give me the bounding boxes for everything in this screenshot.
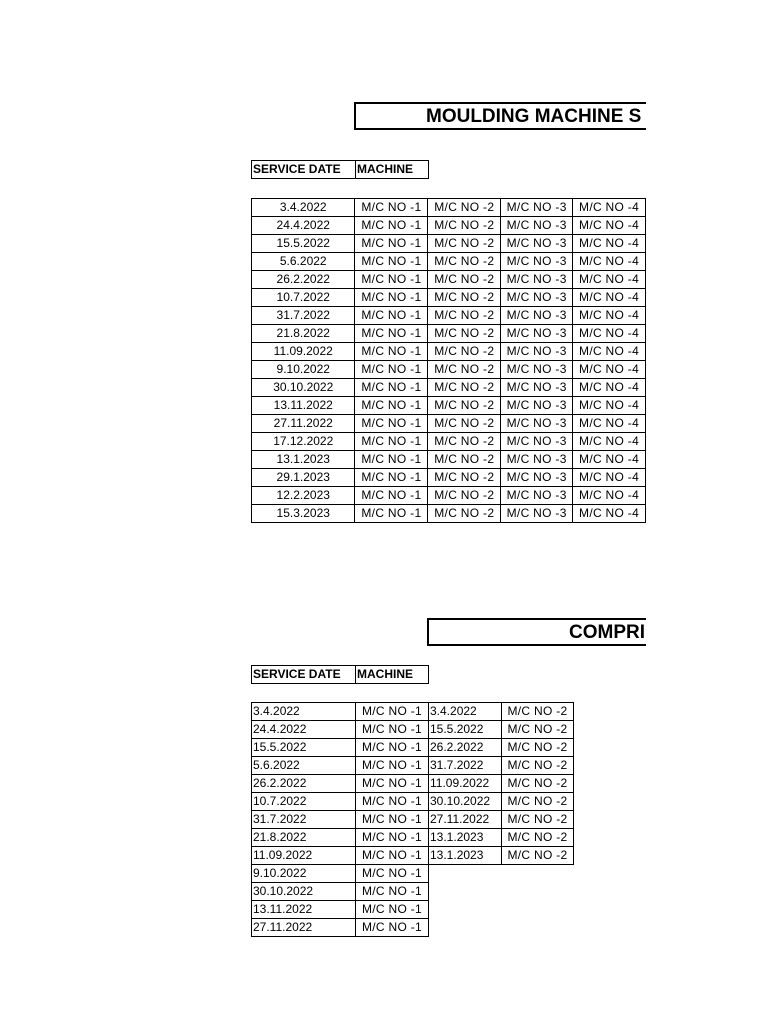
table-row — [252, 487, 646, 505]
service-date-cell: 13.1.2023 — [252, 451, 355, 469]
service-date-cell: 11.09.2022 — [429, 775, 502, 793]
table-row — [429, 775, 574, 793]
table-row — [252, 451, 646, 469]
service-date-cell: 13.11.2022 — [252, 901, 356, 919]
machine-2-cell: M/C NO -2 — [428, 433, 501, 451]
machine-3-cell: M/C NO -3 — [501, 379, 573, 397]
machine-2-cell: M/C NO -2 — [428, 487, 501, 505]
table-row — [429, 721, 574, 739]
machine-4-cell: M/C NO -4 — [573, 379, 646, 397]
machine-4-cell: M/C NO -4 — [573, 271, 646, 289]
machine-3-cell: M/C NO -3 — [501, 397, 573, 415]
machine-3-cell: M/C NO -3 — [501, 505, 573, 523]
table-row — [429, 757, 574, 775]
table-row — [429, 739, 574, 757]
section2-header-table — [251, 665, 429, 684]
section2-right-table — [428, 702, 574, 865]
machine-2-cell: M/C NO -2 — [428, 325, 501, 343]
machine-cell: M/C NO -1 — [356, 919, 429, 937]
machine-2-cell: M/C NO -2 — [428, 289, 501, 307]
service-date-cell: 3.4.2022 — [252, 703, 356, 721]
machine-3-cell: M/C NO -3 — [501, 451, 573, 469]
machine-1-cell: M/C NO -1 — [355, 379, 428, 397]
machine-4-cell: M/C NO -4 — [573, 307, 646, 325]
machine-1-cell: M/C NO -1 — [355, 199, 428, 217]
service-date-header: SERVICE DATE — [252, 666, 356, 684]
service-date-cell: 24.4.2022 — [252, 217, 355, 235]
service-date-cell: 13.11.2022 — [252, 397, 355, 415]
machine-4-cell: M/C NO -4 — [573, 505, 646, 523]
machine-4-cell: M/C NO -4 — [573, 487, 646, 505]
machine-3-cell: M/C NO -3 — [501, 289, 573, 307]
service-date-cell: 3.4.2022 — [252, 199, 355, 217]
service-date-cell: 13.1.2023 — [429, 829, 502, 847]
section1-header-row — [252, 161, 429, 179]
table-row — [252, 199, 646, 217]
table-row — [429, 703, 574, 721]
machine-2-cell: M/C NO -2 — [428, 379, 501, 397]
machine-1-cell: M/C NO -1 — [355, 307, 428, 325]
section2-header-row — [252, 666, 429, 684]
machine-3-cell: M/C NO -3 — [501, 199, 573, 217]
service-date-cell: 13.1.2023 — [429, 847, 502, 865]
machine-4-cell: M/C NO -4 — [573, 397, 646, 415]
machine-3-cell: M/C NO -3 — [501, 217, 573, 235]
service-date-cell: 10.7.2022 — [252, 793, 356, 811]
machine-cell: M/C NO -2 — [502, 775, 574, 793]
table-row — [429, 847, 574, 865]
table-row — [252, 325, 646, 343]
table-row — [429, 829, 574, 847]
machine-3-cell: M/C NO -3 — [501, 325, 573, 343]
table-row — [252, 307, 646, 325]
machine-1-cell: M/C NO -1 — [355, 235, 428, 253]
machine-cell: M/C NO -2 — [502, 829, 574, 847]
section2-title: COMPRI — [569, 622, 645, 643]
machine-cell: M/C NO -1 — [356, 847, 429, 865]
machine-1-cell: M/C NO -1 — [355, 217, 428, 235]
machine-1-cell: M/C NO -1 — [355, 253, 428, 271]
table-row — [252, 847, 429, 865]
service-date-cell: 17.12.2022 — [252, 433, 355, 451]
service-date-cell: 11.09.2022 — [252, 343, 355, 361]
table-row — [252, 343, 646, 361]
table-row — [252, 505, 646, 523]
service-date-cell: 12.2.2023 — [252, 487, 355, 505]
section1-header-table — [251, 160, 429, 179]
service-date-cell: 30.10.2022 — [429, 793, 502, 811]
machine-3-cell: M/C NO -3 — [501, 307, 573, 325]
service-date-cell: 3.4.2022 — [429, 703, 502, 721]
service-date-cell: 31.7.2022 — [252, 811, 356, 829]
service-date-cell: 15.5.2022 — [252, 235, 355, 253]
machine-cell: M/C NO -1 — [356, 883, 429, 901]
table-row — [252, 721, 429, 739]
machine-cell: M/C NO -2 — [502, 847, 574, 865]
machine-cell: M/C NO -2 — [502, 739, 574, 757]
machine-3-cell: M/C NO -3 — [501, 271, 573, 289]
machine-3-cell: M/C NO -3 — [501, 361, 573, 379]
machine-header: MACHINE — [356, 666, 429, 684]
service-date-cell: 24.4.2022 — [252, 721, 356, 739]
service-date-cell: 31.7.2022 — [252, 307, 355, 325]
machine-cell: M/C NO -1 — [356, 757, 429, 775]
service-date-cell: 27.11.2022 — [252, 919, 356, 937]
machine-3-cell: M/C NO -3 — [501, 469, 573, 487]
machine-1-cell: M/C NO -1 — [355, 397, 428, 415]
machine-cell: M/C NO -2 — [502, 721, 574, 739]
machine-3-cell: M/C NO -3 — [501, 235, 573, 253]
service-date-cell: 9.10.2022 — [252, 865, 356, 883]
machine-cell: M/C NO -1 — [356, 739, 429, 757]
service-date-cell: 26.2.2022 — [252, 775, 356, 793]
table-row — [252, 271, 646, 289]
machine-cell: M/C NO -1 — [356, 865, 429, 883]
machine-2-cell: M/C NO -2 — [428, 217, 501, 235]
machine-4-cell: M/C NO -4 — [573, 469, 646, 487]
service-date-cell: 27.11.2022 — [252, 415, 355, 433]
table-row — [429, 793, 574, 811]
service-date-cell: 26.2.2022 — [252, 271, 355, 289]
machine-1-cell: M/C NO -1 — [355, 415, 428, 433]
service-date-cell: 11.09.2022 — [252, 847, 356, 865]
table-row — [252, 703, 429, 721]
table-row — [252, 829, 429, 847]
table-row — [252, 793, 429, 811]
machine-4-cell: M/C NO -4 — [573, 415, 646, 433]
service-date-cell: 21.8.2022 — [252, 325, 355, 343]
machine-1-cell: M/C NO -1 — [355, 469, 428, 487]
table-row — [252, 865, 429, 883]
machine-1-cell: M/C NO -1 — [355, 361, 428, 379]
table-row — [252, 397, 646, 415]
service-date-cell: 9.10.2022 — [252, 361, 355, 379]
machine-cell: M/C NO -2 — [502, 757, 574, 775]
machine-cell: M/C NO -1 — [356, 703, 429, 721]
machine-4-cell: M/C NO -4 — [573, 361, 646, 379]
table-row — [252, 235, 646, 253]
service-date-cell: 26.2.2022 — [429, 739, 502, 757]
machine-4-cell: M/C NO -4 — [573, 199, 646, 217]
machine-cell: M/C NO -2 — [502, 703, 574, 721]
machine-2-cell: M/C NO -2 — [428, 343, 501, 361]
machine-3-cell: M/C NO -3 — [501, 253, 573, 271]
table-row — [252, 919, 429, 937]
machine-3-cell: M/C NO -3 — [501, 415, 573, 433]
table-row — [429, 811, 574, 829]
machine-cell: M/C NO -1 — [356, 811, 429, 829]
service-date-cell: 15.3.2023 — [252, 505, 355, 523]
table-row — [252, 811, 429, 829]
service-date-cell: 30.10.2022 — [252, 379, 355, 397]
service-date-cell: 30.10.2022 — [252, 883, 356, 901]
machine-4-cell: M/C NO -4 — [573, 325, 646, 343]
service-date-header: SERVICE DATE — [252, 161, 356, 179]
section2-left-table — [251, 702, 429, 937]
table-row — [252, 217, 646, 235]
machine-1-cell: M/C NO -1 — [355, 289, 428, 307]
service-date-cell: 27.11.2022 — [429, 811, 502, 829]
machine-4-cell: M/C NO -4 — [573, 253, 646, 271]
table-row — [252, 415, 646, 433]
machine-cell: M/C NO -2 — [502, 811, 574, 829]
machine-cell: M/C NO -1 — [356, 829, 429, 847]
machine-2-cell: M/C NO -2 — [428, 307, 501, 325]
machine-4-cell: M/C NO -4 — [573, 451, 646, 469]
machine-cell: M/C NO -2 — [502, 793, 574, 811]
table-row — [252, 469, 646, 487]
table-row — [252, 775, 429, 793]
machine-1-cell: M/C NO -1 — [355, 487, 428, 505]
machine-cell: M/C NO -1 — [356, 793, 429, 811]
machine-4-cell: M/C NO -4 — [573, 217, 646, 235]
machine-3-cell: M/C NO -3 — [501, 487, 573, 505]
table-row — [252, 253, 646, 271]
service-date-cell: 21.8.2022 — [252, 829, 356, 847]
machine-3-cell: M/C NO -3 — [501, 433, 573, 451]
table-row — [252, 361, 646, 379]
service-date-cell: 15.5.2022 — [429, 721, 502, 739]
machine-1-cell: M/C NO -1 — [355, 271, 428, 289]
section1-service-table — [251, 198, 646, 523]
machine-2-cell: M/C NO -2 — [428, 271, 501, 289]
machine-1-cell: M/C NO -1 — [355, 433, 428, 451]
service-date-cell: 15.5.2022 — [252, 739, 356, 757]
table-row — [252, 739, 429, 757]
machine-2-cell: M/C NO -2 — [428, 415, 501, 433]
machine-2-cell: M/C NO -2 — [428, 505, 501, 523]
machine-2-cell: M/C NO -2 — [428, 361, 501, 379]
machine-2-cell: M/C NO -2 — [428, 253, 501, 271]
machine-4-cell: M/C NO -4 — [573, 235, 646, 253]
service-date-cell: 10.7.2022 — [252, 289, 355, 307]
table-row — [252, 289, 646, 307]
machine-2-cell: M/C NO -2 — [428, 469, 501, 487]
machine-cell: M/C NO -1 — [356, 901, 429, 919]
machine-cell: M/C NO -1 — [356, 775, 429, 793]
machine-1-cell: M/C NO -1 — [355, 451, 428, 469]
table-row — [252, 883, 429, 901]
table-row — [252, 757, 429, 775]
table-row — [252, 433, 646, 451]
section2-title-box — [427, 618, 646, 646]
section1-title: MOULDING MACHINE S — [426, 106, 642, 127]
service-date-cell: 5.6.2022 — [252, 757, 356, 775]
service-date-cell: 5.6.2022 — [252, 253, 355, 271]
machine-header: MACHINE — [356, 161, 429, 179]
machine-4-cell: M/C NO -4 — [573, 433, 646, 451]
machine-cell: M/C NO -1 — [356, 721, 429, 739]
table-row — [252, 901, 429, 919]
machine-1-cell: M/C NO -1 — [355, 325, 428, 343]
machine-2-cell: M/C NO -2 — [428, 199, 501, 217]
machine-4-cell: M/C NO -4 — [573, 289, 646, 307]
service-date-cell: 29.1.2023 — [252, 469, 355, 487]
machine-1-cell: M/C NO -1 — [355, 505, 428, 523]
machine-4-cell: M/C NO -4 — [573, 343, 646, 361]
machine-3-cell: M/C NO -3 — [501, 343, 573, 361]
service-date-cell: 31.7.2022 — [429, 757, 502, 775]
table-row — [252, 379, 646, 397]
section1-title-box — [354, 102, 646, 130]
machine-2-cell: M/C NO -2 — [428, 235, 501, 253]
machine-2-cell: M/C NO -2 — [428, 451, 501, 469]
machine-1-cell: M/C NO -1 — [355, 343, 428, 361]
machine-2-cell: M/C NO -2 — [428, 397, 501, 415]
